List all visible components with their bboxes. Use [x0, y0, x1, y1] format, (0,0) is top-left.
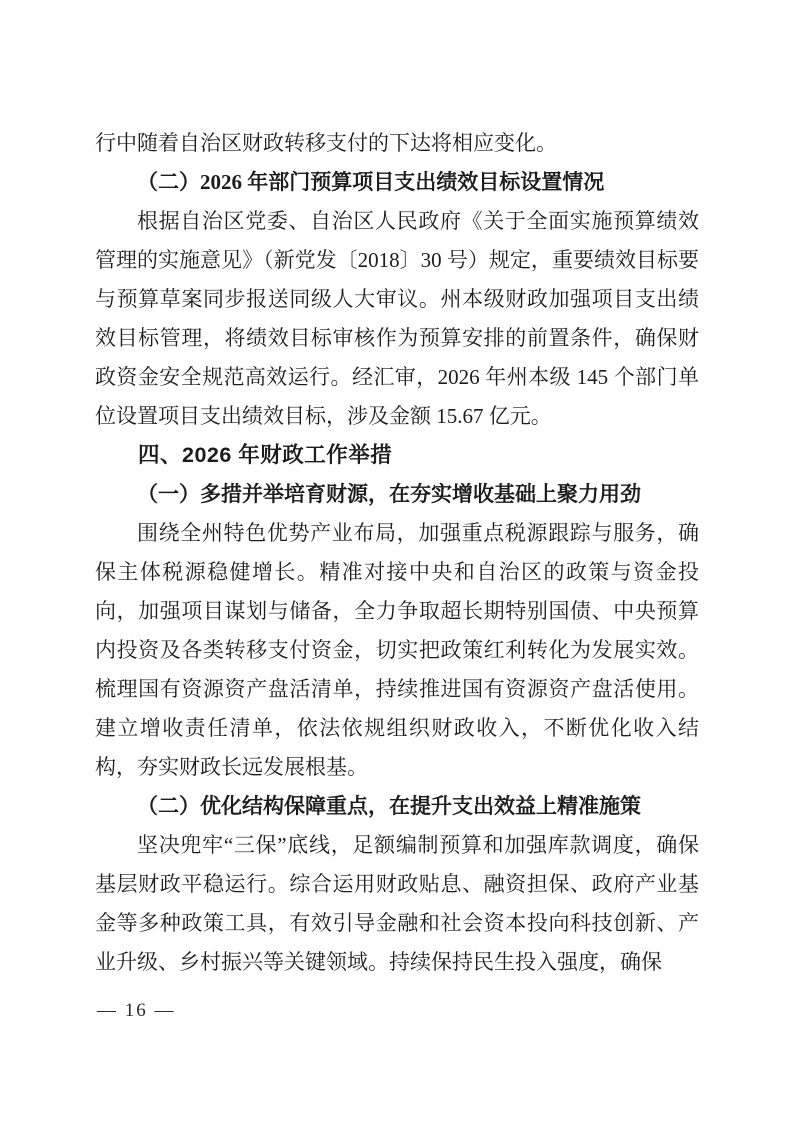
paragraph-item-2-body: 坚决兜牢“三保”底线，足额编制预算和加强库款调度，确保基层财政平稳运行。综合运用财政贴息、融资担保、政府产业基金等多种政策工具，有效引导金融和社会资本投向科技创新、产业升级、乡村振兴等关键领域。持续保持民生投入强度，确保 — [95, 833, 699, 974]
page-number: — 16 — — [97, 1000, 176, 1021]
paragraph-continuation: 行中随着自治区财政转移支付的下达将相应变化。 — [95, 131, 557, 155]
document-text-block — [95, 124, 699, 982]
heading-part-4-fiscal-measures: 四、2026 年财政工作举措 — [138, 443, 393, 467]
heading-item-2-optimize-structure: （二）优化结构保障重点，在提升支出效益上精准施策 — [137, 794, 641, 818]
heading-section-2-performance-targets: （二）2026 年部门预算项目支出绩效目标设置情况 — [137, 170, 605, 194]
paragraph-item-1-body: 围绕全州特色优势产业布局，加强重点税源跟踪与服务，确保主体税源稳健增长。精准对接中央和自治区的政策与资金投向，加强项目谋划与储备，全力争取超长期特别国债、中央预算内投资及各类转移支付资金，切实把政策红利转化为发展实效。梳理国有资源资产盘活清单，持续推进国有资源资产盘活使用。建立增收责任清单，依法依规组织财政收入，不断优化收入结构，夯实财政长远发展根基。 — [95, 521, 699, 779]
heading-item-1-cultivate-revenue: （一）多措并举培育财源，在夯实增收基础上聚力用劲 — [137, 482, 641, 506]
paragraph-section-2-body: 根据自治区党委、自治区人民政府《关于全面实施预算绩效管理的实施意见》（新党发〔2018〕30 号）规定，重要绩效目标要与预算草案同步报送同级人大审议。州本级财政加强项目支出绩效目标管理，将绩效目标审核作为预算安排的前置条件，确保财政资金安全规范高效运行。经汇审，2026 年州本级 145 个部门单位设置项目支出绩效目标，涉及金额 15.67 亿元。 — [95, 209, 699, 428]
